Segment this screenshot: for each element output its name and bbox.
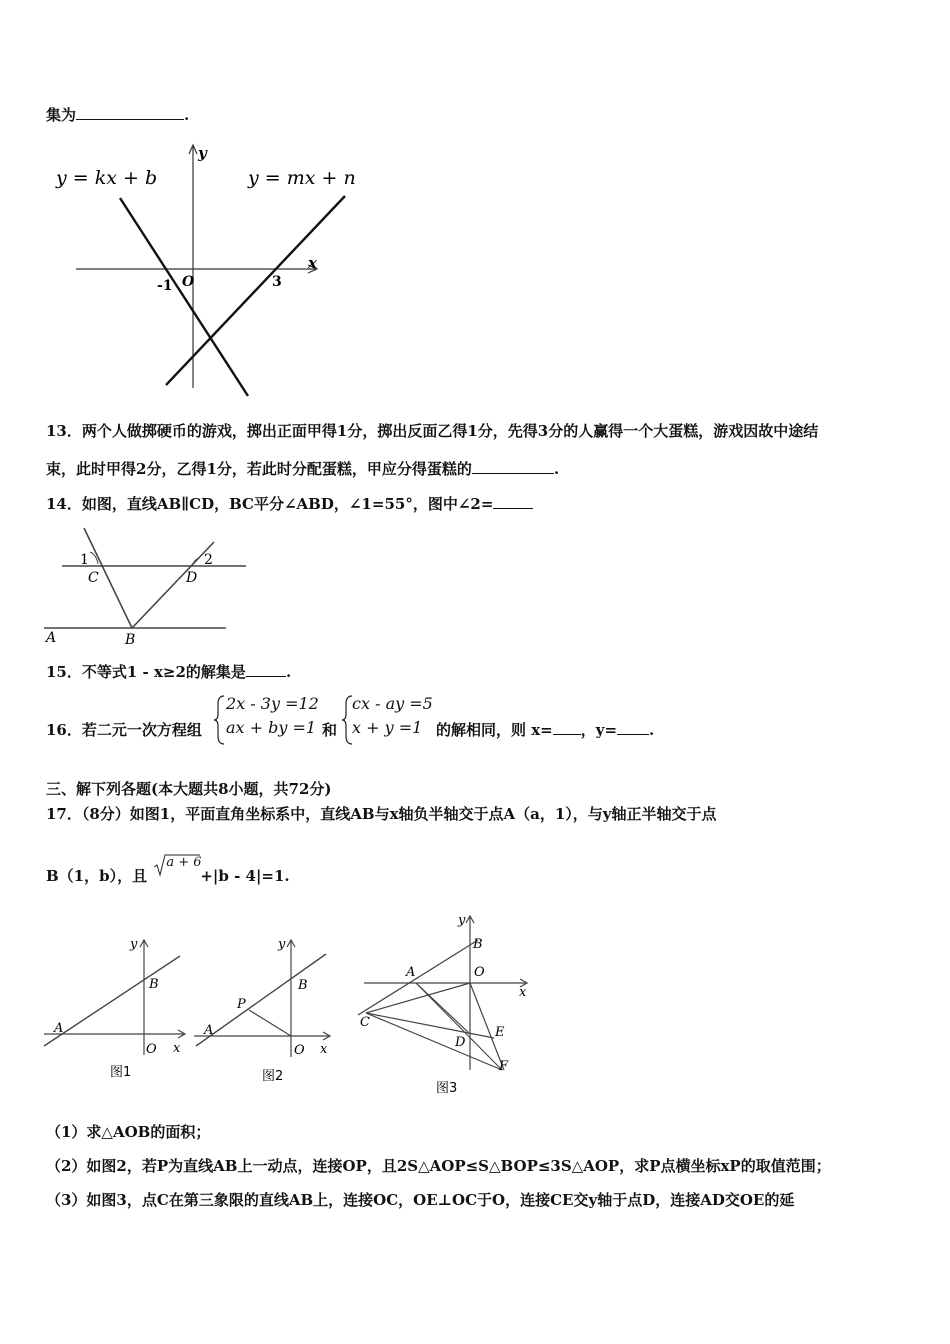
label-c: C [88, 570, 99, 586]
label-a: A [406, 965, 416, 980]
fill-in-line [46, 104, 189, 125]
figure-17-3 [354, 910, 534, 1100]
label-e: E [495, 1025, 505, 1040]
figure-17-2 [194, 930, 344, 1084]
system-1-eq1: 2x - 3y =12 [226, 694, 319, 713]
caption-2: 图2 [262, 1069, 284, 1084]
label-x: x [519, 985, 527, 1000]
question-17-sub1: （1）求△AOB的面积； [46, 1123, 211, 1141]
brace-left [214, 694, 226, 746]
figure-17-1 [44, 930, 194, 1080]
label-a: A [54, 1021, 64, 1036]
label-o: O [146, 1042, 157, 1057]
figure-two-lines [40, 140, 370, 400]
label-x: x [320, 1042, 328, 1057]
question-15 [46, 661, 291, 682]
y-axis-label: y [198, 144, 207, 162]
segment-ce [366, 1013, 494, 1038]
label-p: P [237, 997, 246, 1012]
question-16-suffix-text: 的解相同，则 x= [436, 721, 553, 739]
system-2-eq2: x + y =1 [352, 718, 423, 737]
question-13-end: . [553, 460, 560, 478]
origin-label: O [182, 274, 195, 290]
question-17-abs-text: +|b - 4|=1. [200, 867, 290, 885]
system-1-eq2: ax + by =1 [226, 718, 317, 737]
label-f: F [499, 1059, 509, 1074]
line-ab [196, 954, 326, 1046]
question-13-text: 束，此时甲得2分，乙得1分，若此时分配蛋糕，甲应分得蛋糕的 [46, 460, 472, 478]
question-17-line1: 17．（8分）如图1，平面直角坐标系中，直线AB与x轴负半轴交于点A（a，1），与y轴正半轴交于点 [46, 805, 717, 823]
segment-cf [366, 1013, 502, 1070]
question-16-y: ，y= [580, 721, 618, 739]
sqrt-expression [152, 855, 202, 881]
figure-parallel-lines [44, 520, 264, 650]
label-b: B [125, 632, 136, 648]
tick-three: 3 [272, 274, 282, 290]
label-c: C [360, 1015, 370, 1030]
top-line-text: 集为 [46, 106, 77, 124]
question-13-line1: 13．两个人做掷硬币的游戏，掷出正面甲得1分，掷出反面乙得1分，先得3分的人赢得一个大蛋糕，游戏因故中途结 [46, 422, 819, 440]
question-13-line2 [46, 458, 559, 479]
label-y: y [458, 913, 466, 928]
label-a: A [46, 630, 57, 646]
segment-oc [366, 983, 470, 1013]
answer-blank-y[interactable] [617, 720, 649, 735]
label-d: D [186, 570, 198, 586]
label-x: x [173, 1041, 181, 1056]
question-15-end: . [285, 663, 292, 681]
question-17-sub3: （3）如图3，点C在第三象限的直线AB上，连接OC，OE⊥OC于O，连接CE交y轴于点D，连接AD交OE的延 [46, 1191, 795, 1209]
label-y: y [278, 937, 286, 952]
caption-3: 图3 [436, 1081, 458, 1096]
label-a: A [204, 1023, 214, 1038]
system-2 [352, 692, 433, 740]
segment-bd [132, 542, 214, 628]
eq-left-label: y = kx + b [56, 167, 158, 189]
question-14-text: 14．如图，直线AB∥CD，BC平分∠ABD，∠1=55°，图中∠2= [46, 495, 494, 513]
answer-blank[interactable] [246, 662, 286, 677]
system-2-eq1: cx - ay =5 [352, 694, 433, 713]
label-o: O [294, 1043, 305, 1058]
question-17-sub2: （2）如图2，若P为直线AB上一动点，连接OP，且2S△AOP≤S△BOP≤3S△AOP，求P点横坐标xP的取值范围； [46, 1157, 831, 1175]
label-b: B [149, 977, 159, 992]
x-axis-label: x [308, 254, 317, 272]
sqrt-content: a + 6 [166, 855, 202, 870]
section-3-title: 三、解下列各题(本大题共8小题，共72分) [46, 780, 332, 798]
question-15-text: 15．不等式1 - x≥2的解集是 [46, 663, 246, 681]
question-16-end: . [649, 721, 655, 739]
label-1: 1 [80, 552, 89, 568]
line-ab [44, 956, 180, 1046]
label-b: B [298, 978, 308, 993]
answer-blank-x[interactable] [553, 720, 581, 735]
caption-1: 图1 [110, 1065, 132, 1080]
label-b: B [473, 937, 483, 952]
question-17-line2 [46, 855, 290, 886]
label-2: 2 [204, 552, 213, 568]
label-d: D [455, 1035, 466, 1050]
label-y: y [130, 937, 138, 952]
answer-blank[interactable] [472, 459, 554, 474]
eq-right-label: y = mx + n [248, 167, 356, 189]
label-o: O [474, 965, 485, 980]
word-and: 和 [322, 721, 338, 739]
tick-neg-one: -1 [157, 278, 173, 294]
system-1 [226, 692, 319, 740]
question-14 [46, 493, 533, 514]
segment-op [249, 1010, 291, 1036]
answer-blank[interactable] [493, 494, 533, 509]
question-17-b-text: B（1，b），且 [46, 867, 148, 885]
line-ab [358, 940, 478, 1015]
top-line-end: . [184, 106, 190, 124]
question-16-prefix: 16．若二元一次方程组 [46, 721, 202, 739]
segment-af [416, 983, 502, 1070]
question-16-suffix [436, 719, 654, 740]
answer-blank[interactable] [76, 105, 184, 120]
